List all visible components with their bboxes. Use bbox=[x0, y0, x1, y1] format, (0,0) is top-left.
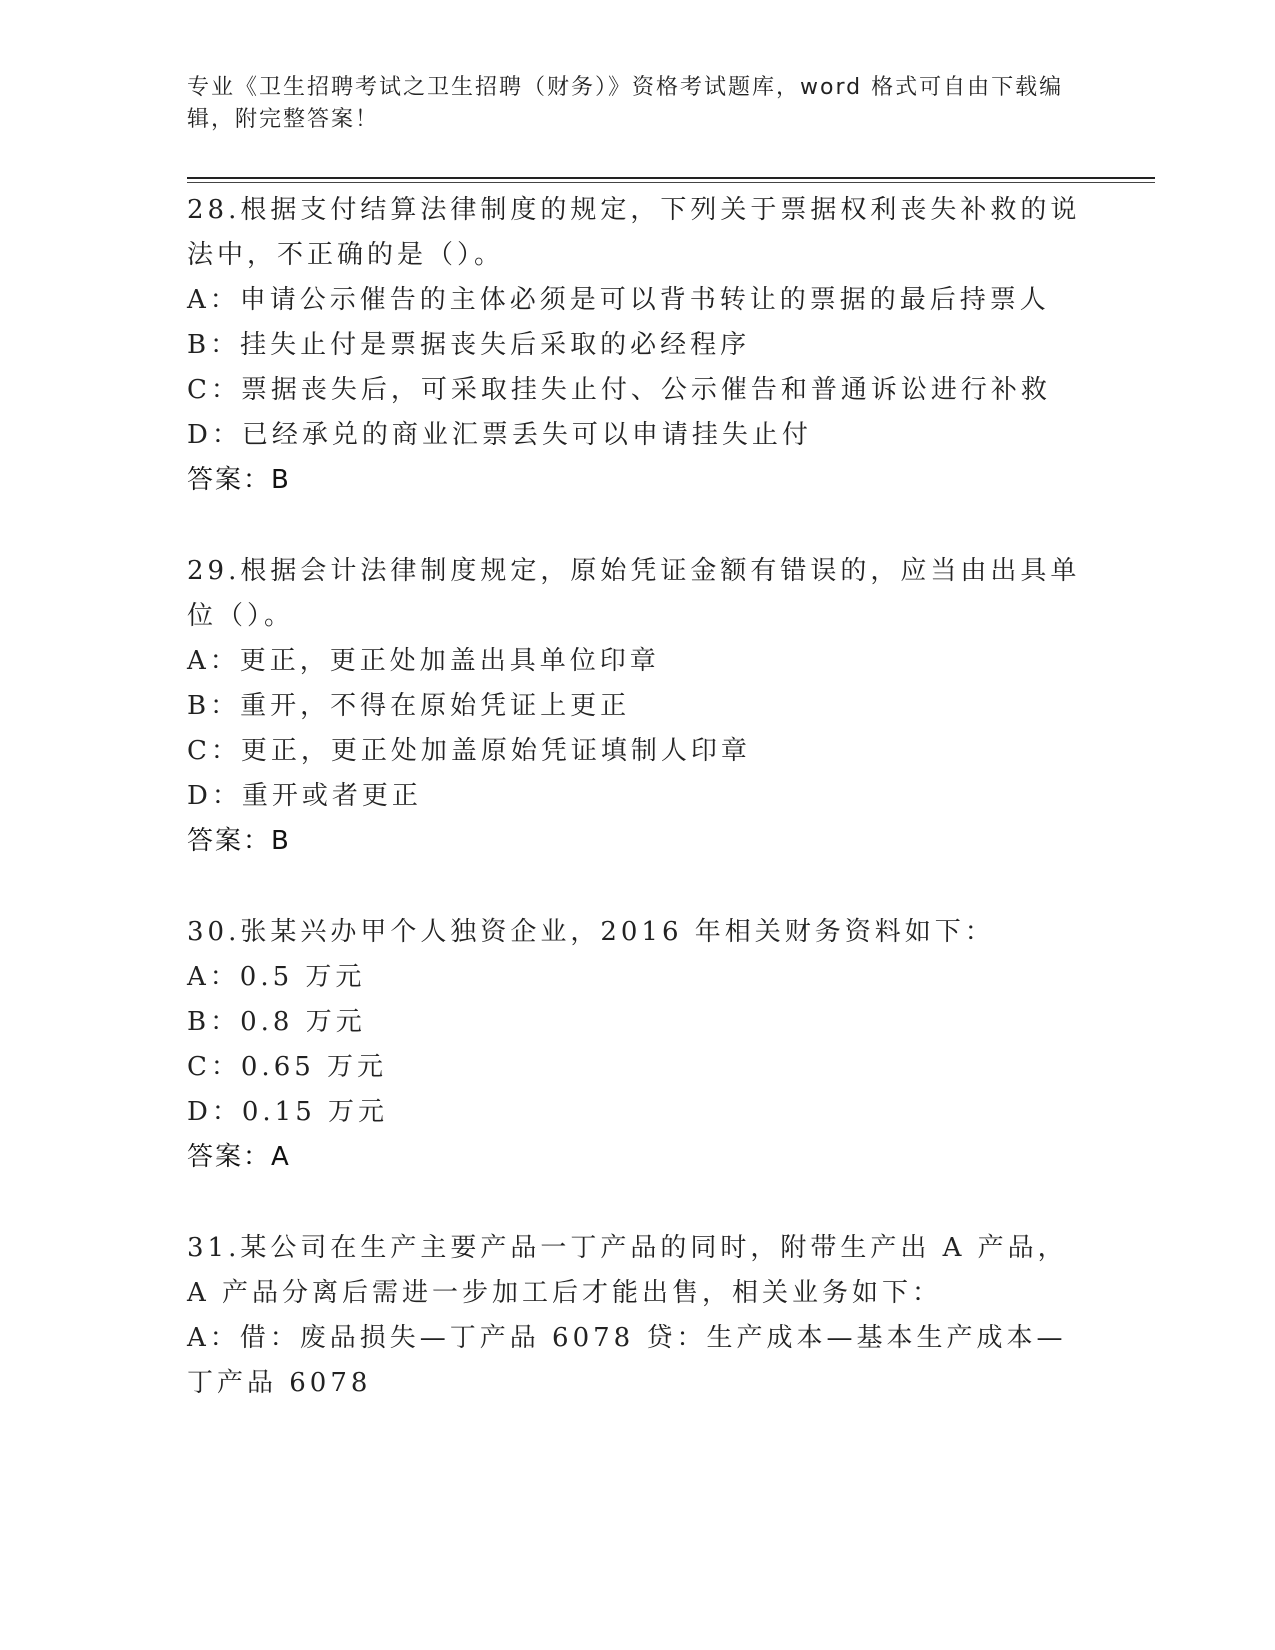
question-stem: 28.根据支付结算法律制度的规定，下列关于票据权利丧失补救的说法中，不正确的是（）。 bbox=[187, 195, 1081, 270]
question-stem: 31.某公司在生产主要产品一丁产品的同时，附带生产出 A 产品，A 产品分离后需进一步加工后才能出售，相关业务如下： bbox=[187, 1233, 1068, 1308]
option-b: B：挂失止付是票据丧失后采取的必经程序 bbox=[187, 330, 751, 360]
question-29 bbox=[187, 549, 1087, 864]
question-stem: 30.张某兴办甲个人独资企业，2016 年相关财务资料如下： bbox=[187, 917, 995, 947]
answer-line: 答案：A bbox=[187, 1142, 291, 1172]
option-a: A：更正，更正处加盖出具单位印章 bbox=[187, 646, 660, 676]
question-28 bbox=[187, 188, 1087, 503]
option-c: C：0.65 万元 bbox=[187, 1052, 388, 1082]
option-a: A：申请公示催告的主体必须是可以背书转让的票据的最后持票人 bbox=[187, 285, 1050, 315]
answer-line: 答案：B bbox=[187, 826, 291, 856]
option-b: B：重开，不得在原始凭证上更正 bbox=[187, 691, 631, 721]
option-d: D：重开或者更正 bbox=[187, 781, 422, 811]
question-stem: 29.根据会计法律制度规定，原始凭证金额有错误的，应当由出具单位（）。 bbox=[187, 556, 1081, 631]
option-c: C：票据丧失后，可采取挂失止付、公示催告和普通诉讼进行补救 bbox=[187, 375, 1051, 405]
option-a: A：0.5 万元 bbox=[187, 962, 366, 992]
header-divider-thin bbox=[187, 182, 1155, 183]
option-c: C：更正，更正处加盖原始凭证填制人印章 bbox=[187, 736, 751, 766]
header-divider-thick bbox=[187, 177, 1155, 179]
document-intro: 专业《卫生招聘考试之卫生招聘（财务）》资格考试题库，word 格式可自由下载编辑，附完整答案！ bbox=[187, 75, 1064, 132]
question-31 bbox=[187, 1226, 1087, 1406]
option-b: B：0.8 万元 bbox=[187, 1007, 366, 1037]
question-list bbox=[187, 188, 1087, 1452]
option-d: D：已经承兑的商业汇票丢失可以申请挂失止付 bbox=[187, 420, 812, 450]
option-d: D：0.15 万元 bbox=[187, 1097, 389, 1127]
answer-line: 答案：B bbox=[187, 465, 291, 495]
option-a: A：借：废品损失—丁产品 6078 贷：生产成本—基本生产成本—丁产品 6078 bbox=[187, 1323, 1067, 1398]
question-30 bbox=[187, 910, 1087, 1180]
